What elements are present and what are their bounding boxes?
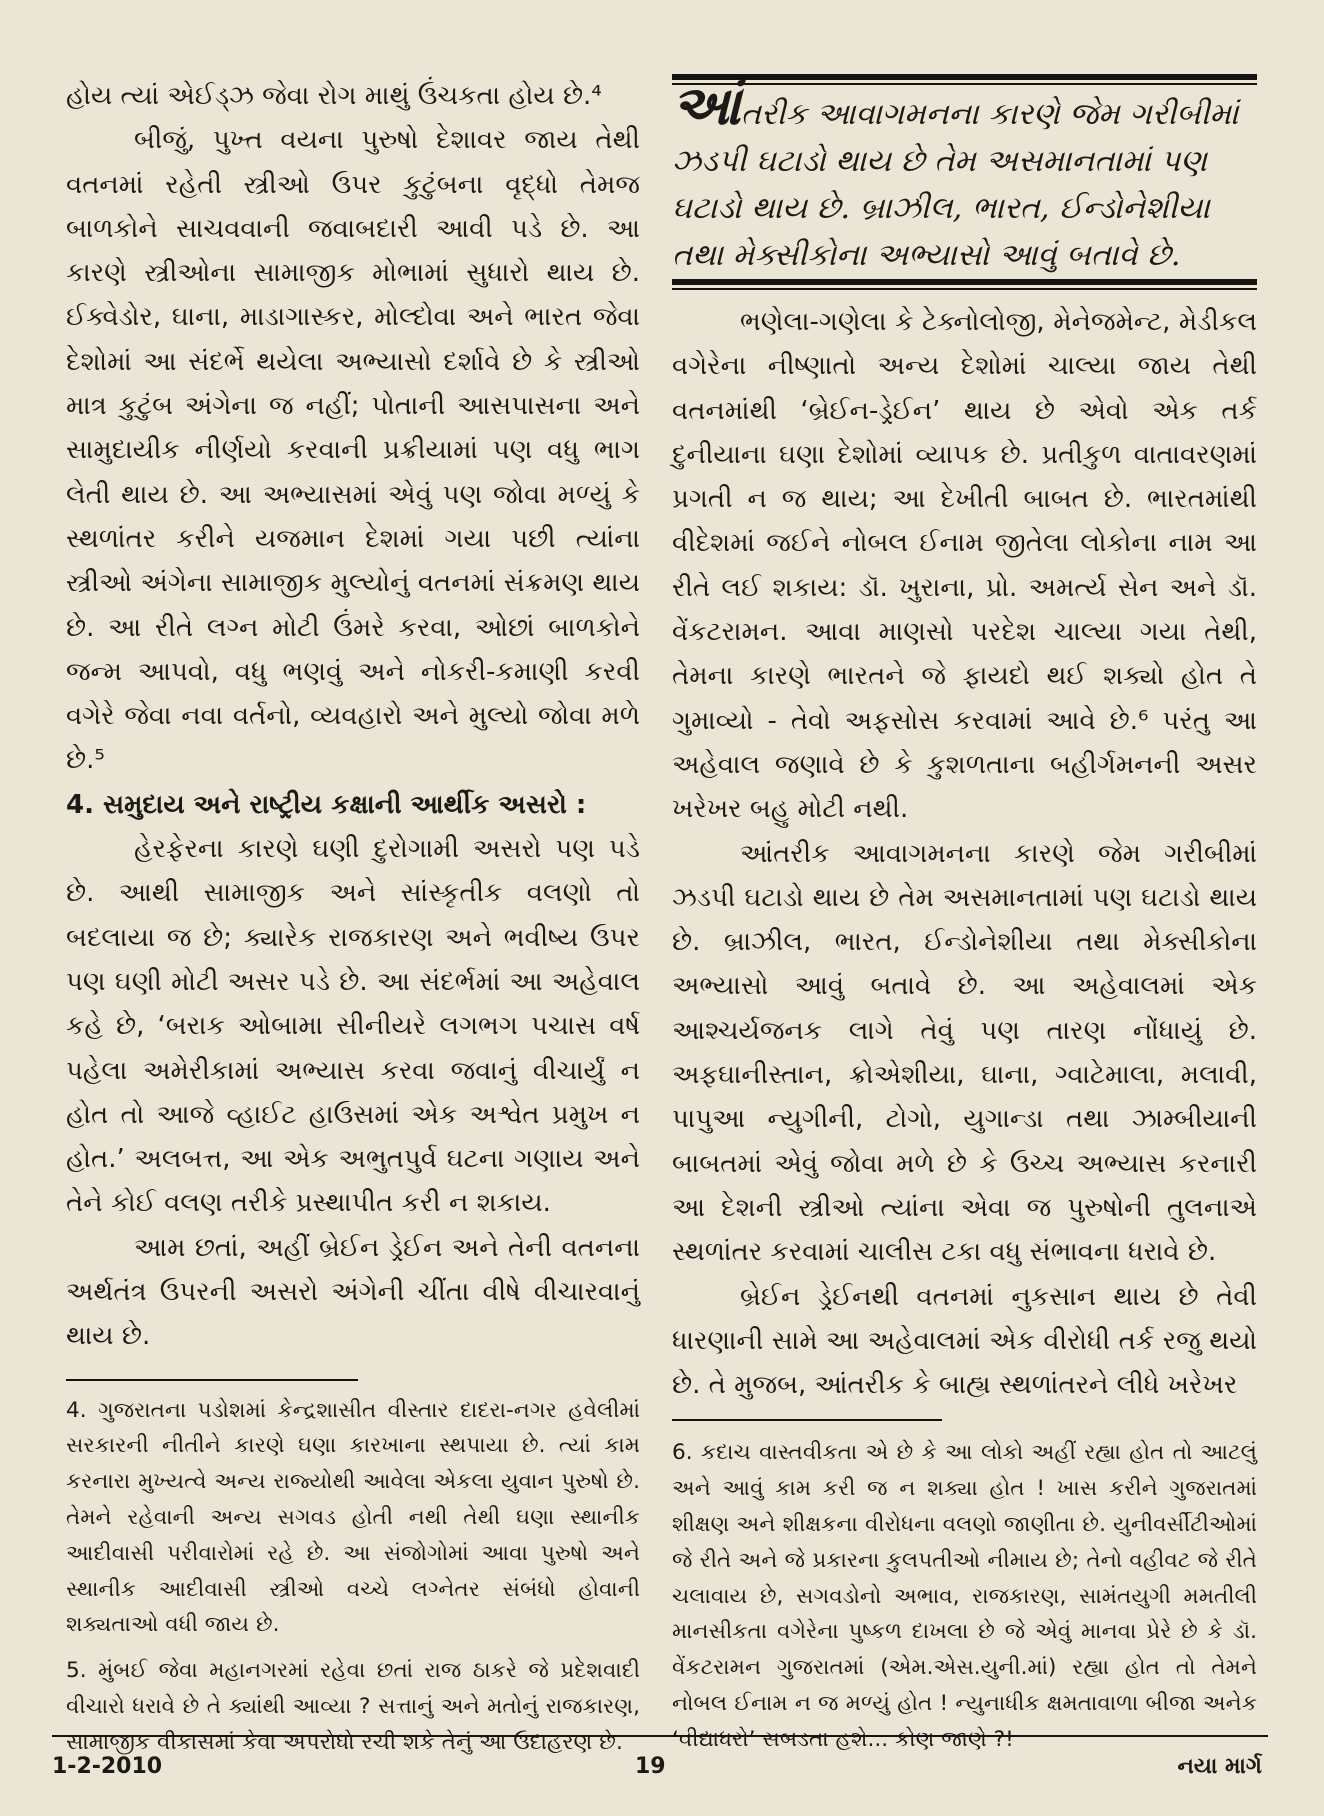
paragraph-brain-drain: ભણેલા-ગણેલા કે ટેક્નોલોજી, મેનેજમેન્ટ, મેડીકલ વગેરેના નીષ્ણાતો અન્ય દેશોમાં ચાલ્યા જાય તેથી વતનમાંથી ‘બ્રેઈન-ડ્રેઈન’ થાય છે એવો એક તર્ક દુનીયાના ઘણા દેશોમાં વ્યાપક છે. પ્રતીકુળ વાતાવરણમાં પ્રગતી ન જ થાય; આ દેખીતી બાબત છે. ભારતમાંથી વીદેશમાં જઈને નોબલ ઈનામ જીતેલા લોકોના નામ આ રીતે લઈ શકાય: ડૉ. ખુરાના, પ્રો. અમર્ત્ય સેન અને ડૉ. વેંકટરામન. આવા માણસો પરદેશ ચાલ્યા ગયા તેથી, તેમના કારણે ભારતને જે ફાયદો થઈ શક્યો હોત તે ગુમાવ્યો - તેવો અફસોસ કરવામાં આવે છે.⁶ પરંતુ આ અહેવાલ જણાવે છે કે કુશળતાના બહીર્ગમનની અસર ખરેખર બહુ મોટી નથી. [672, 307, 1257, 825]
footer-rule [52, 1735, 1268, 1737]
paragraph-brain-drain-concern: આમ છતાં, અહીં બ્રેઈન ડ્રેઈન અને તેની વતનના અર્થતંત્ર ઉપરની અસરો અંગેની ચીંતા વીષે વીચારવાનું થાય છે. [66, 1232, 640, 1352]
pullquote-text: તરીક આવાગમનના કારણે જેમ ગરીબીમાં ઝડપી ઘટાડો થાય છે તેમ અસમાનતામાં પણ ઘટાડો થાય છે. બ્રાઝીલ, ભારત, ઈન્ડોનેશીયા તથા મેક્સીકોના અભ્યાસો આવું બતાવે છે. [672, 97, 1239, 273]
pullquote-bottom-rule-thin [672, 288, 1257, 290]
footnote-5: 5. મુંબઈ જેવા મહાનગરમાં રહેવા છતાં રાજ ઠાકરે જે પ્રદેશવાદી વીચારો ધરાવે છે તે ક્યાંથી આવ્યા ? સત્તાનું અને મતોનું રાજકારણ, સામાજીક વીકાસમાં કેવા અપરોધો રચી શકે તેનું આ ઉદાહરણ છે. [66, 1658, 640, 1755]
footnote-divider [66, 1379, 358, 1381]
pullquote-initial: આં [672, 73, 741, 137]
page-number: 19 [635, 1754, 666, 1779]
footnotes-right [672, 1435, 1257, 1757]
footnote-divider [672, 1419, 942, 1421]
pullquote-top-rule [672, 74, 1257, 80]
pullquote-bottom-rule [672, 279, 1257, 285]
magazine-name: નયા માર્ગ [1177, 1754, 1262, 1779]
left-column [66, 74, 640, 1761]
right-column [672, 74, 1257, 1758]
footer-date: 1-2-2010 [52, 1754, 163, 1779]
footnote-6: 6. કદાચ વાસ્તવીકતા એ છે કે આ લોકો અહીં રહ્યા હોત તો આટલું અને આવું કામ કરી જ ન શક્યા હોત ! ખાસ કરીને ગુજરાતમાં શીક્ષણ અને શીક્ષકના વીરોધના વલણો જાણીતા છે. યુનીવર્સીટીઓમાં જે રીતે અને જે પ્રકારના કુલપતીઓ નીમાય છે; તેનો વહીવટ જે રીતે ચલાવાય છે, સગવડોનો અભાવ, રાજકારણ, સામંતયુગી મમતીલી માનસીકતા વગેરેના પુષ્કળ દાખલા છે જે એવું માનવા પ્રેરે છે કે ડૉ. વેંકટરામન ગુજરાતમાં (એમ.એસ.યુની.માં) રહ્યા હોત તો તેમને નોબલ ઈનામ ન જ મળ્યું હોત ! ન્યુનાધીક ક્ષમતાવાળા બીજા અનેક ‘વીદ્યાધરો’ સબડતા હશે... કોણ જાણે ?! [672, 1440, 1257, 1752]
footnote-4: 4. ગુજરાતના પડોશમાં કેન્દ્રશાસીત વીસ્તાર દાદરા-નગર હવેલીમાં સરકારની નીતીને કારણે ઘણા કારખાના સ્થપાયા છે. ત્યાં કામ કરનારા મુખ્યત્વે અન્ય રાજ્યોથી આવેલા એકલા યુવાન પુરુષો છે. તેમને રહેવાની અન્ય સગવડ હોતી નથી તેથી ઘણા સ્થાનીક આદીવાસી પરીવારોમાં રહે છે. આ સંજોગોમાં આવા પુરુષો અને સ્થાનીક આદીવાસી સ્ત્રીઓ વચ્ચે લગ્નેતર સંબંધો હોવાની શક્યતાઓ વધી જાય છે. [66, 1397, 640, 1638]
paragraph-counter-argument: બ્રેઈન ડ્રેઈનથી વતનમાં નુકસાન થાય છે તેવી ધારણાની સામે આ અહેવાલમાં એક વીરોધી તર્ક રજુ થયો છે. તે મુજબ, આંતરીક કે બાહ્ય સ્થળાંતરને લીધે ખરેખર [672, 1281, 1257, 1401]
pull-quote [672, 73, 1257, 279]
footnotes-left [66, 1393, 640, 1761]
paragraph-economic-effects: હેરફેરના કારણે ઘણી દુરોગામી અસરો પણ પડે છે. આથી સામાજીક અને સાંસ્કૃતીક વલણો તો બદલાયા જ છે; ક્યારેક રાજકારણ અને ભવીષ્ય ઉપર પણ ઘણી મોટી અસર પડે છે. આ સંદર્ભમાં આ અહેવાલ કહે છે, ‘બરાક ઓબામા સીનીયરે લગભગ પચાસ વર્ષ પહેલા અમેરીકામાં અભ્યાસ કરવા જવાનું વીચાર્યું ન હોત તો આજે વ્હાઈટ હાઉસમાં એક અશ્વેત પ્રમુખ ન હોત.’ અલબત્ત, આ એક અભુતપુર્વ ઘટના ગણાય અને તેને કોઈ વલણ તરીકે પ્રસ્થાપીત કરી ન શકાય. [66, 834, 640, 1219]
paragraph-internal-migration: આંતરીક આવાગમનના કારણે જેમ ગરીબીમાં ઝડપી ઘટાડો થાય છે તેમ અસમાનતામાં પણ ઘટાડો થાય છે. બ્રાઝીલ, ભારત, ઈન્ડોનેશીયા તથા મેક્સીકોના અભ્યાસો આવું બતાવે છે. આ અહેવાલમાં એક આશ્ચર્યજનક લાગે તેવું પણ તારણ નોંધાયું છે. અફઘાનીસ્તાન, ક્રોએશીયા, ઘાના, ગ્વાટેમાલા, મલાવી, પાપુઆ ન્યુગીની, ટોગો, યુગાન્ડા તથા ઝામ્બીયાની બાબતમાં એવું જોવા મળે છે કે ઉચ્ચ અભ્યાસ કરનારી આ દેશની સ્ત્રીઓ ત્યાંના એવા જ પુરુષોની તુલનાએ સ્થળાંતર કરવામાં ચાલીસ ટકા વધુ સંભાવના ધરાવે છે. [672, 838, 1257, 1268]
section-heading: 4. સમુદાય અને રાષ્ટ્રીય કક્ષાની આર્થીક અસરો : [66, 789, 587, 820]
paragraph-women-status: બીજું, પુખ્ત વયના પુરુષો દેશાવર જાય તેથી વતનમાં રહેતી સ્ત્રીઓ ઉપર કુટુંબના વૃદ્ધો તેમજ બાળકોને સાચવવાની જવાબદારી આવી પડે છે. આ કારણે સ્ત્રીઓના સામાજીક મોભામાં સુધારો થાય છે. ઈક્વેડોર, ઘાના, માડાગાસ્કર, મોલ્દોવા અને ભારત જેવા દેશોમાં આ સંદર્ભે થયેલા અભ્યાસો દર્શાવે છે કે સ્ત્રીઓ માત્ર કુટુંબ અંગેના જ નહીં; પોતાની આસપાસના અને સામુદાયીક નીર્ણયો કરવાની પ્રક્રીયામાં પણ વધુ ભાગ લેતી થાય છે. આ અભ્યાસમાં એવું પણ જોવા મળ્યું કે સ્થળાંતર કરીને યજમાન દેશમાં ગયા પછી ત્યાંના સ્ત્રીઓ અંગેના સામાજીક મુલ્યોનું વતનમાં સંક્રમણ થાય છે. આ રીતે લગ્ન મોટી ઉંમરે કરવા, ઓછાં બાળકોને જન્મ આપવો, વધુ ભણવું અને નોકરી-કમાણી કરવી વગેરે જેવા નવા વર્તનો, વ્યવહારો અને મુલ્યો જોવા મળે છે.⁵ [66, 125, 640, 776]
continued-paragraph: હોય ત્યાં એઈડ્‍ઝ જેવા રોગ માથું ઉંચકતા હોય છે.⁴ [66, 81, 602, 111]
